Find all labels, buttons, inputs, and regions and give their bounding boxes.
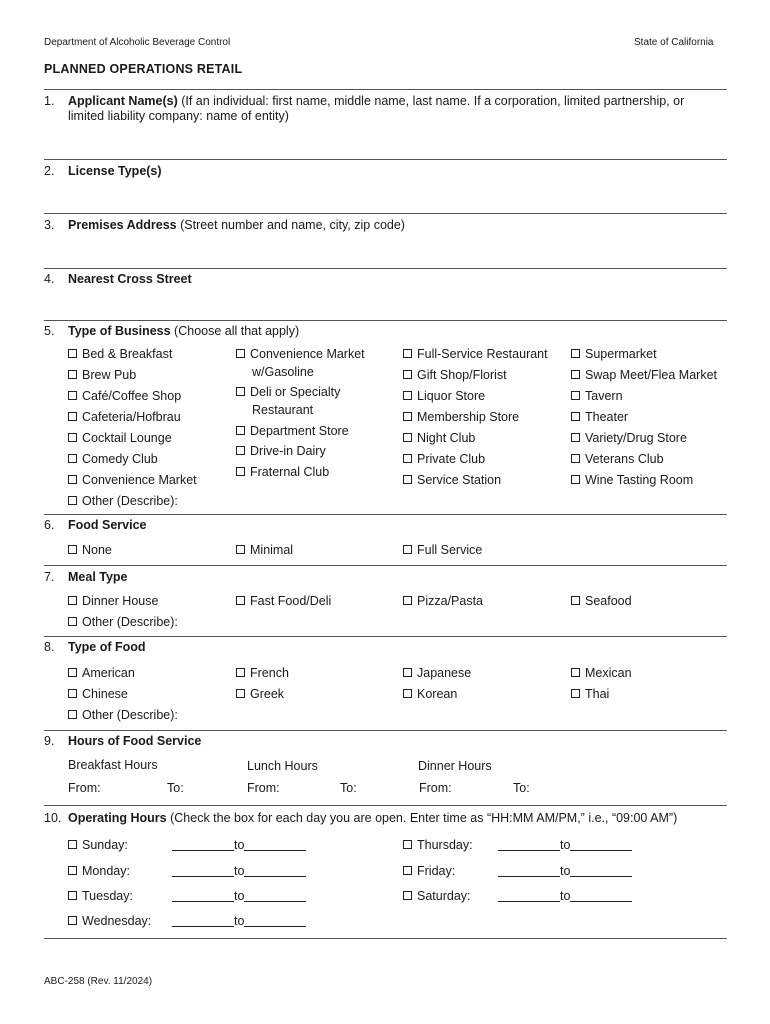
checkbox-full-service-restaurant[interactable] [403,347,548,362]
checkbox-label: Full Service [417,543,483,557]
wednesday-time-range [172,914,306,929]
divider [44,159,727,160]
checkbox-thai[interactable] [571,687,609,702]
checkbox-label: Pizza/Pasta [417,594,484,608]
checkbox-french[interactable] [236,666,289,681]
checkbox-food-other[interactable] [68,708,178,723]
checkbox-icon[interactable] [571,475,580,484]
checkbox-label: Cocktail Lounge [82,431,172,445]
checkbox-label: Night Club [417,431,476,445]
section-business-type [68,324,299,338]
checkbox-label: American [82,666,135,680]
friday-close-input[interactable] [570,866,632,877]
monday-time-range [172,864,306,879]
checkbox-label: Other (Describe): [82,708,178,722]
checkbox-liquor-store[interactable] [403,389,485,404]
checkbox-thursday[interactable] [403,838,473,853]
checkbox-label-cont: w/Gasoline [252,365,314,379]
section-number: 2. [44,164,55,178]
dinner-from-input[interactable] [455,780,510,796]
checkbox-label: Gift Shop/Florist [417,368,507,382]
premises-address-field[interactable] [68,235,727,265]
section-number: 6. [44,518,55,532]
section-hint: (Check the box for each day you are open. Enter time as “HH:MM AM/PM,” i.e., “09:00 AM”) [166,811,678,825]
section-number: 10. [44,811,62,825]
section-food-service: Food Service [68,518,147,532]
checkbox-icon[interactable] [68,370,77,379]
checkbox-label: Mexican [585,666,632,680]
checkbox-other-business[interactable] [68,494,178,509]
checkbox-icon[interactable] [68,496,77,505]
monday-open-input[interactable] [172,866,234,877]
checkbox-icon[interactable] [571,689,580,698]
divider [44,514,727,515]
checkbox-service-station[interactable] [403,473,501,488]
checkbox-supermarket[interactable] [571,347,657,362]
sunday-time-range [172,838,306,853]
section-title: Premises Address [68,218,177,232]
checkbox-icon[interactable] [68,545,77,554]
to-label: to [234,864,245,878]
saturday-close-input[interactable] [570,891,632,902]
checkbox-icon[interactable] [68,391,77,400]
checkbox-label: Swap Meet/Flea Market [585,368,717,382]
checkbox-fast-food[interactable] [236,594,331,609]
checkbox-label: Private Club [417,452,486,466]
tuesday-time-range [172,889,306,904]
to-label: to [234,838,245,852]
checkbox-chinese[interactable] [68,687,128,702]
wednesday-open-input[interactable] [172,916,234,927]
checkbox-mexican[interactable] [571,666,632,681]
to-label: to [234,889,245,903]
section-number: 9. [44,734,55,748]
section-title: Operating Hours [68,811,167,825]
checkbox-icon[interactable] [403,668,412,677]
checkbox-label: Fraternal Club [250,465,330,479]
breakfast-from-label: From: [68,781,101,795]
checkbox-american[interactable] [68,666,135,681]
checkbox-icon[interactable] [236,596,245,605]
checkbox-food-full[interactable] [403,543,482,558]
section-number: 3. [44,218,55,232]
section-number: 4. [44,272,55,286]
checkbox-label: Dinner House [82,594,159,608]
checkbox-friday[interactable] [403,864,455,879]
checkbox-label: Tuesday: [82,889,133,903]
checkbox-label: Drive-in Dairy [250,444,326,458]
checkbox-greek[interactable] [236,687,284,702]
lunch-from-input[interactable] [283,780,338,796]
divider [44,805,727,806]
checkbox-label: Friday: [417,864,456,878]
checkbox-icon[interactable] [571,391,580,400]
checkbox-label: Theater [585,410,629,424]
checkbox-swap-meet[interactable] [571,368,717,383]
tuesday-open-input[interactable] [172,891,234,902]
friday-open-input[interactable] [498,866,560,877]
checkbox-label: Convenience Market [250,347,365,361]
checkbox-label: Membership Store [417,410,520,424]
checkbox-icon[interactable] [68,617,77,626]
checkbox-icon[interactable] [68,916,77,925]
checkbox-comedy-club[interactable] [68,452,158,467]
checkbox-label: Bed & Breakfast [82,347,173,361]
checkbox-label: Sunday: [82,838,128,852]
checkbox-icon[interactable] [571,349,580,358]
checkbox-label: Monday: [82,864,130,878]
section-hint: (If an individual: first name, middle name, last name. If a corporation, limited partnership, or [177,94,685,108]
checkbox-icon[interactable] [68,689,77,698]
section-premises-address [68,218,405,232]
form-number: ABC-258 (Rev. 11/2024) [44,976,153,987]
checkbox-label: Tavern [585,389,623,403]
checkbox-icon[interactable] [68,891,77,900]
section-number: 7. [44,570,55,584]
checkbox-icon[interactable] [68,668,77,677]
checkbox-label-cont: Restaurant [252,403,314,417]
checkbox-icon[interactable] [68,840,77,849]
checkbox-icon[interactable] [403,891,412,900]
checkbox-label: Wednesday: [82,914,152,928]
checkbox-label: Thai [585,687,610,701]
checkbox-label: Thursday: [417,838,473,852]
checkbox-label: Greek [250,687,285,701]
checkbox-icon[interactable] [236,426,245,435]
checkbox-icon[interactable] [571,433,580,442]
section-type-of-food: Type of Food [68,640,146,654]
checkbox-icon[interactable] [403,433,412,442]
license-type-field[interactable] [68,181,727,211]
checkbox-icon[interactable] [236,668,245,677]
checkbox-icon[interactable] [236,545,245,554]
dinner-to-label: To: [513,781,530,795]
checkbox-gift-shop[interactable] [403,368,507,383]
checkbox-department-store[interactable] [236,424,349,439]
checkbox-label: Korean [417,687,458,701]
divider [44,213,727,214]
checkbox-night-club[interactable] [403,431,475,446]
checkbox-icon[interactable] [68,710,77,719]
checkbox-label: Full-Service Restaurant [417,347,548,361]
checkbox-label: Supermarket [585,347,657,361]
checkbox-wednesday[interactable] [68,914,151,929]
checkbox-icon[interactable] [571,412,580,421]
checkbox-icon[interactable] [403,370,412,379]
section-number: 1. [44,94,55,108]
breakfast-hours-label: Breakfast Hours [68,758,158,772]
section-hint: (Street number and name, city, zip code) [176,218,405,232]
checkbox-label: Veterans Club [585,452,664,466]
checkbox-icon[interactable] [403,391,412,400]
checkbox-deli[interactable] [236,385,340,400]
checkbox-icon[interactable] [571,596,580,605]
checkbox-icon[interactable] [403,689,412,698]
checkbox-fraternal-club[interactable] [236,465,329,480]
checkbox-label: Liquor Store [417,389,486,403]
checkbox-private-club[interactable] [403,452,485,467]
checkbox-bed-breakfast[interactable] [68,347,172,362]
checkbox-label: Minimal [250,543,294,557]
checkbox-brew-pub[interactable] [68,368,136,383]
checkbox-icon[interactable] [236,387,245,396]
to-label: to [560,889,571,903]
divider [44,565,727,566]
to-label: to [560,864,571,878]
applicant-name-field[interactable] [68,126,727,156]
checkbox-label: Convenience Market [82,473,197,487]
section-applicant-name [68,94,684,108]
checkbox-icon[interactable] [236,349,245,358]
checkbox-icon[interactable] [68,454,77,463]
divider [44,320,727,321]
divider [44,268,727,269]
checkbox-icon[interactable] [236,467,245,476]
checkbox-pizza-pasta[interactable] [403,594,483,609]
divider [44,938,727,939]
checkbox-icon[interactable] [236,446,245,455]
checkbox-label: Chinese [82,687,128,701]
section-license-type: License Type(s) [68,164,162,178]
dinner-from-label: From: [419,781,452,795]
breakfast-to-label: To: [167,781,184,795]
checkbox-membership-store[interactable] [403,410,519,425]
checkbox-icon[interactable] [403,475,412,484]
section-hint-cont: limited liability company: name of entity) [68,109,289,123]
sunday-close-input[interactable] [244,840,306,851]
dinner-to-input[interactable] [534,780,594,796]
checkbox-icon[interactable] [68,433,77,442]
checkbox-label: Café/Coffee Shop [82,389,182,403]
checkbox-drive-in-dairy[interactable] [236,444,326,459]
checkbox-cafeteria[interactable] [68,410,181,425]
checkbox-veterans-club[interactable] [571,452,664,467]
saturday-time-range [498,889,632,904]
cross-street-field[interactable] [68,289,727,317]
thursday-close-input[interactable] [570,840,632,851]
lunch-from-label: From: [247,781,280,795]
breakfast-to-input[interactable] [188,780,243,796]
checkbox-icon[interactable] [403,840,412,849]
checkbox-icon[interactable] [403,349,412,358]
dinner-hours-label: Dinner Hours [418,759,492,773]
checkbox-tavern[interactable] [571,389,623,404]
checkbox-icon[interactable] [571,668,580,677]
checkbox-food-none[interactable] [68,543,112,558]
checkbox-convenience-market[interactable] [68,473,197,488]
monday-close-input[interactable] [244,866,306,877]
checkbox-tuesday[interactable] [68,889,133,904]
thursday-open-input[interactable] [498,840,560,851]
section-title: Applicant Name(s) [68,94,178,108]
checkbox-sunday[interactable] [68,838,128,853]
checkbox-label: Deli or Specialty [250,385,341,399]
section-number: 5. [44,324,55,338]
agency-name: Department of Alcoholic Beverage Control [44,37,231,48]
checkbox-variety-drug-store[interactable] [571,431,687,446]
checkbox-icon[interactable] [68,866,77,875]
checkbox-theater[interactable] [571,410,628,425]
state-name: State of California [634,37,714,48]
checkbox-label: Seafood [585,594,632,608]
divider [44,89,727,90]
checkbox-icon[interactable] [571,370,580,379]
to-label: to [234,914,245,928]
form-title: PLANNED OPERATIONS RETAIL [44,62,243,76]
section-hint: (Choose all that apply) [170,324,300,338]
checkbox-label: Wine Tasting Room [585,473,694,487]
section-number: 8. [44,640,55,654]
checkbox-icon[interactable] [571,454,580,463]
checkbox-icon[interactable] [68,596,77,605]
checkbox-wine-tasting-room[interactable] [571,473,693,488]
checkbox-label: Saturday: [417,889,471,903]
checkbox-label: Department Store [250,424,349,438]
checkbox-label: Brew Pub [82,368,137,382]
checkbox-japanese[interactable] [403,666,471,681]
saturday-open-input[interactable] [498,891,560,902]
section-meal-type: Meal Type [68,570,128,584]
checkbox-cocktail-lounge[interactable] [68,431,172,446]
checkbox-label: Fast Food/Deli [250,594,332,608]
checkbox-korean[interactable] [403,687,457,702]
checkbox-monday[interactable] [68,864,130,879]
checkbox-seafood[interactable] [571,594,632,609]
section-title: Type of Business [68,324,171,338]
checkbox-label: Service Station [417,473,502,487]
checkbox-label: Cafeteria/Hofbrau [82,410,181,424]
to-label: to [560,838,571,852]
wednesday-close-input[interactable] [244,916,306,927]
checkbox-icon[interactable] [236,689,245,698]
checkbox-label: Variety/Drug Store [585,431,687,445]
checkbox-icon[interactable] [403,412,412,421]
checkbox-icon[interactable] [403,454,412,463]
checkbox-label: Japanese [417,666,472,680]
section-food-hours: Hours of Food Service [68,734,202,748]
lunch-to-input[interactable] [361,780,416,796]
tuesday-close-input[interactable] [244,891,306,902]
checkbox-saturday[interactable] [403,889,471,904]
checkbox-label: Other (Describe): [82,615,178,629]
checkbox-label: Comedy Club [82,452,158,466]
divider [44,636,727,637]
section-operating-hours [68,811,677,825]
breakfast-from-input[interactable] [104,780,164,796]
checkbox-icon[interactable] [68,349,77,358]
checkbox-label: French [250,666,289,680]
checkbox-icon[interactable] [403,545,412,554]
checkbox-icon[interactable] [68,412,77,421]
checkbox-icon[interactable] [68,475,77,484]
checkbox-meal-other[interactable] [68,615,178,630]
checkbox-label: None [82,543,112,557]
checkbox-icon[interactable] [403,866,412,875]
checkbox-food-minimal[interactable] [236,543,293,558]
thursday-time-range [498,838,632,853]
checkbox-convenience-gasoline[interactable] [236,347,365,362]
checkbox-dinner-house[interactable] [68,594,158,609]
friday-time-range [498,864,632,879]
divider [44,730,727,731]
checkbox-label: Other (Describe): [82,494,178,508]
sunday-open-input[interactable] [172,840,234,851]
checkbox-icon[interactable] [403,596,412,605]
lunch-to-label: To: [340,781,357,795]
section-cross-street: Nearest Cross Street [68,272,192,286]
lunch-hours-label: Lunch Hours [247,759,318,773]
checkbox-cafe[interactable] [68,389,181,404]
